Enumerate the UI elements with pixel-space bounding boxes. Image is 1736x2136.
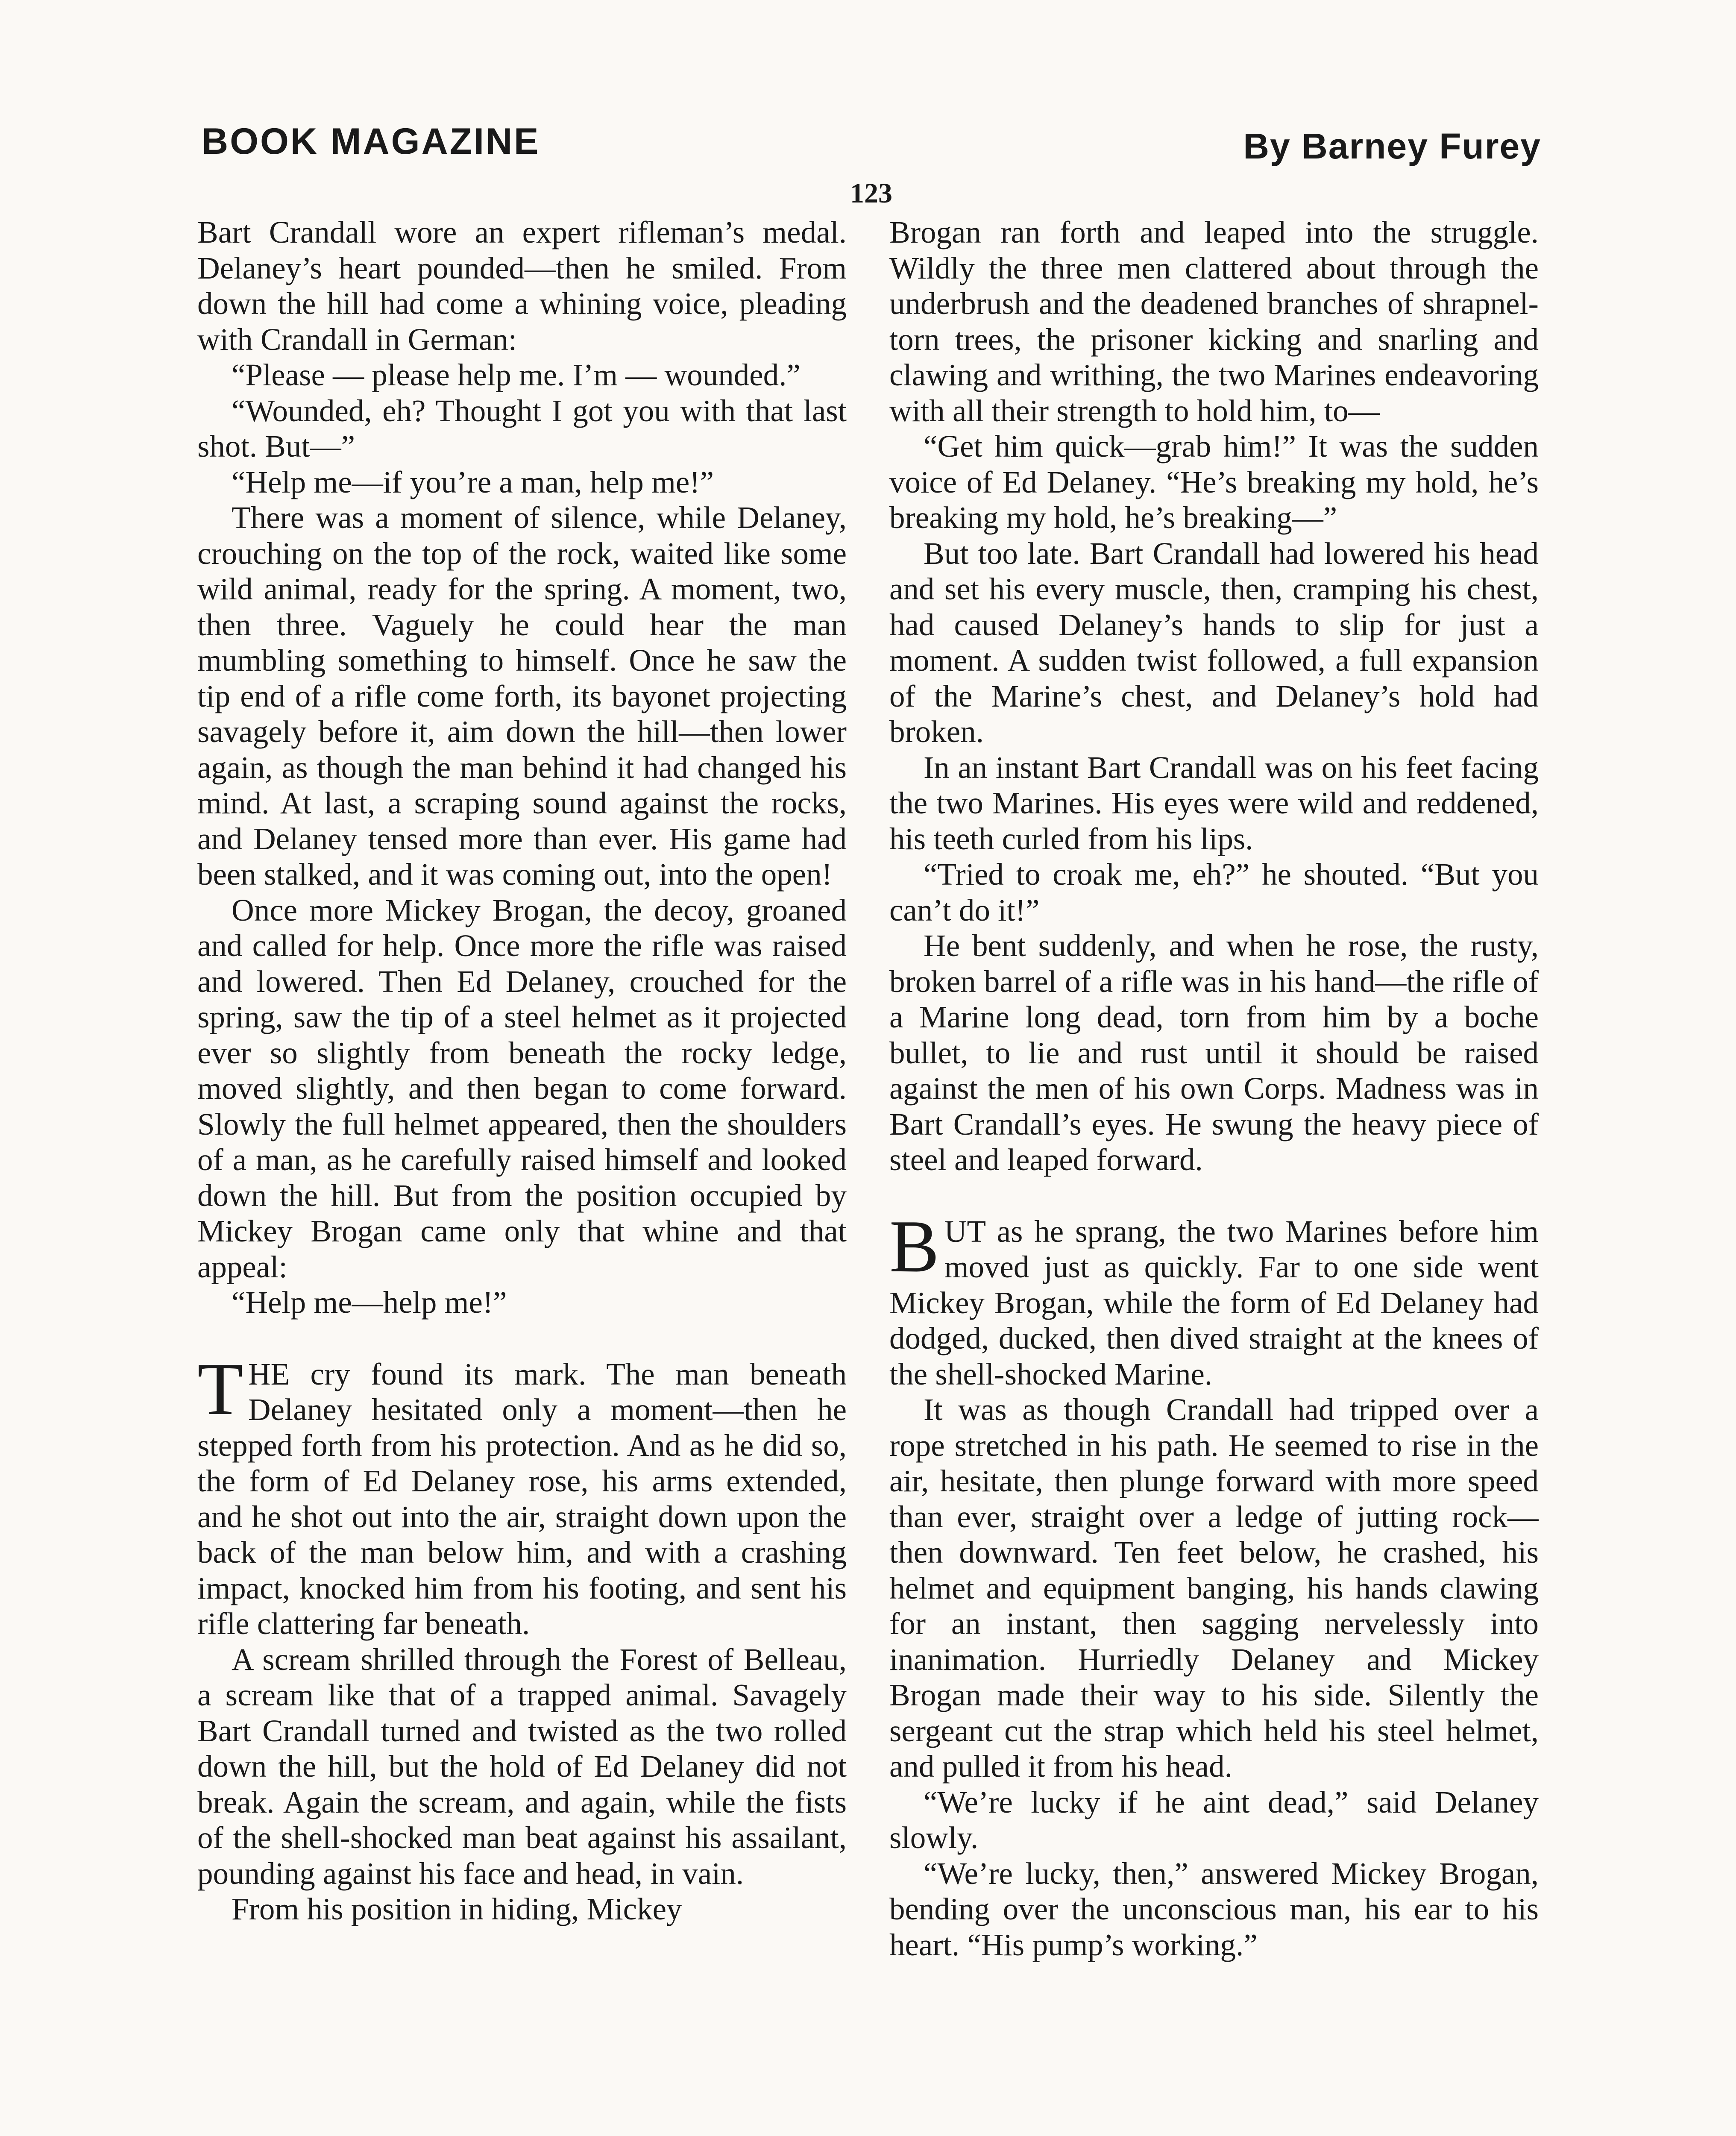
paragraph: “Wounded, eh? Thought I got you with that last shot. But—” [197,393,847,464]
paragraph: But too late. Bart Crandall had lowered his head and set his every muscle, then, cramping his chest, had caused Delaney’s hands to slip for just a moment. A sudden twist followed, a full expansion of the Marine’s chest, and Delaney’s hold had broken. [889,536,1539,749]
paragraph: A scream shrilled through the Forest of Belleau, a scream like that of a trapped animal. Savagely Bart Crandall turned and twisted as the two rolled down the hill, but the hold of Ed Delaney did not break. Again the scream, and again, while the fists of the shell-shocked man beat against his assailant, pounding against his face and head, in vain. [197,1642,847,1891]
paragraph: He bent suddenly, and when he rose, the rusty, broken barrel of a rifle was in his hand—the rifle of a Marine long dead, torn from him by a boche bullet, to lie and rust until it should be raised against the men of his own Corps. Madness was in Bart Crandall’s eyes. He swung the heavy piece of steel and leaped forward. [889,928,1539,1177]
paragraph: There was a moment of silence, while Delaney, crouching on the top of the rock, waited like some wild animal, ready for the spring. A moment, two, then three. Vaguely he could hear the man mumbling something to himself. Once he saw the tip end of a rifle come forth, its bayonet projecting savagely before it, aim down the hill—then lower again, as though the man behind it had changed his mind. At last, a scraping sound against the rocks, and Delaney tensed more than ever. His game had been stalked, and it was coming out, into the open! [197,500,847,892]
page-number: 123 [850,178,892,209]
section-opening-paragraph [197,1347,847,1642]
left-column [197,214,847,2136]
author-byline: By Barney Furey [1243,126,1541,166]
paragraph: Once more Mickey Brogan, the decoy, groaned and called for help. Once more the rifle was raised and lowered. Then Ed Delaney, crouched for the spring, saw the tip of a steel helmet as it projected ever so slightly from beneath the rocky ledge, moved slightly, and then began to come forward. Slowly the full helmet appeared, then the shoulders of a man, as he carefully raised himself and looked down the hill. But from the position occupied by Mickey Brogan came only that whine and that appeal: [197,892,847,1284]
paragraph: “Please — please help me. I’m — wounded.” [232,358,801,392]
paragraph: “We’re lucky if he aint dead,” said Delaney slowly. [889,1784,1539,1855]
paragraph: Brogan ran forth and leaped into the struggle. Wildly the three men clattered about through the underbrush and the deadened branches of shrapnel-torn trees, the prisoner kicking and snarling and clawing and writhing, the two Marines endeavoring with all their strength to hold him, to— [889,215,1539,428]
section-opening-paragraph [889,1204,1539,1392]
paragraph: “Help me—if you’re a man, help me!” [232,464,714,499]
section-lead-text: UT as he sprang, the two Marines before him moved just as quickly. Far to one side went Mickey Brogan, while the form of Ed Delaney had dodged, ducked, then dived straight at the knees of the shell-shocked Marine. [889,1214,1539,1391]
paragraph: Bart Crandall wore an expert rifleman’s medal. Delaney’s heart pounded—then he smiled. From down the hill had come a whining voice, pleading with Crandall in German: [197,215,847,357]
paragraph: From his position in hiding, Mickey [232,1892,682,1926]
paragraph: It was as though Crandall had tripped over a rope stretched in his path. He seemed to rise in the air, hesitate, then plunge forward with more speed than ever, straight over a ledge of jutting rock—then downward. Ten feet below, he crashed, his helmet and equipment banging, his hands clawing for an instant, then sagging nervelessly into inanimation. Hurriedly Delaney and Mickey Brogan made their way to his side. Silently the sergeant cut the strap which held his steel helmet, and pulled it from his head. [889,1392,1539,1784]
right-column [889,214,1539,2136]
paragraph: “Get him quick—grab him!” It was the sudden voice of Ed Delaney. “He’s breaking my hold, he’s breaking my hold, he’s breaking—” [889,429,1539,535]
section-lead-text: HE cry found its mark. The man beneath Delaney hesitated only a moment—then he stepped forth from his protection. And as he did so, the form of Ed Delaney rose, his arms extended, and he shot out into the air, straight down upon the back of the man below him, and with a crashing impact, knocked him from his footing, and sent his rifle clattering far beneath. [197,1356,847,1641]
drop-cap: T [197,1347,243,1430]
magazine-title: BOOK MAGAZINE [202,121,540,162]
paragraph: “We’re lucky, then,” answered Mickey Brogan, bending over the unconscious man, his ear to his heart. “His pump’s working.” [889,1856,1539,1962]
drop-cap: B [889,1204,939,1288]
paragraph: “Help me—help me!” [232,1285,507,1320]
paragraph: In an instant Bart Crandall was on his feet facing the two Marines. His eyes were wild and reddened, his teeth curled from his lips. [889,750,1539,856]
paragraph: “Tried to croak me, eh?” he shouted. “But you can’t do it!” [889,857,1539,927]
